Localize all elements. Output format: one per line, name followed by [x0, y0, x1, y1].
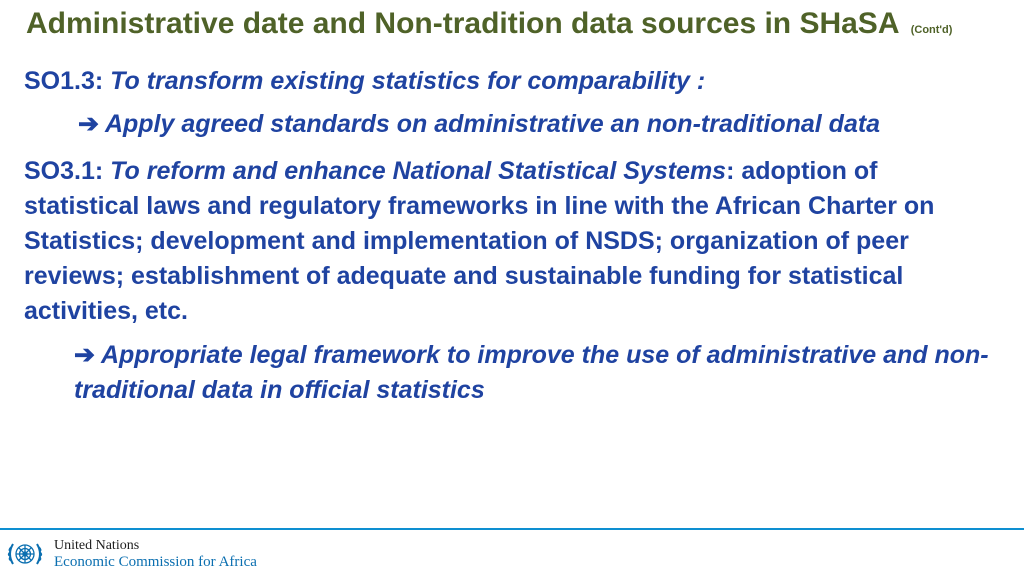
arrow-right-icon: ➔ — [78, 110, 99, 138]
organization-name — [54, 538, 257, 570]
so13-label: SO1.3: — [24, 67, 104, 95]
org-name-line1: United Nations — [54, 538, 140, 553]
so31-colon: : — [726, 157, 735, 185]
slide-body — [24, 64, 999, 408]
slide-title — [26, 6, 986, 48]
so31-italic: To reform and enhance National Statistical Systems — [110, 157, 727, 185]
so13-text: To transform existing statistics for comparability : — [110, 67, 706, 95]
arrow-right-icon: ➔ — [74, 341, 95, 369]
so13-paragraph — [24, 64, 999, 99]
so31-arrow-text: Appropriate legal framework to improve the use of administrative and non-traditional data in official statistics — [74, 341, 989, 404]
so31-text: adoption of statistical laws and regulatory frameworks in line with the African Charter on Statistics; development and implementation of NSDS; organization of peer reviews; establishment of adequate and sustainable funding for statistical activities, etc. — [24, 157, 935, 325]
org-name-line2: Economic Commission for Africa — [54, 554, 257, 570]
footer-divider — [0, 528, 1024, 530]
un-emblem-icon — [4, 536, 46, 572]
so31-arrow-item — [24, 338, 999, 408]
slide-title-text: Administrative date and Non-tradition data sources in SHaSA — [26, 7, 899, 40]
so13-arrow-text: Apply agreed standards on administrative an non-traditional data — [104, 110, 881, 138]
so31-paragraph — [24, 154, 999, 329]
contd-label: (Cont'd) — [910, 24, 953, 36]
so31-label: SO3.1: — [24, 157, 104, 185]
so13-arrow-item — [24, 107, 999, 142]
footer — [4, 536, 257, 572]
